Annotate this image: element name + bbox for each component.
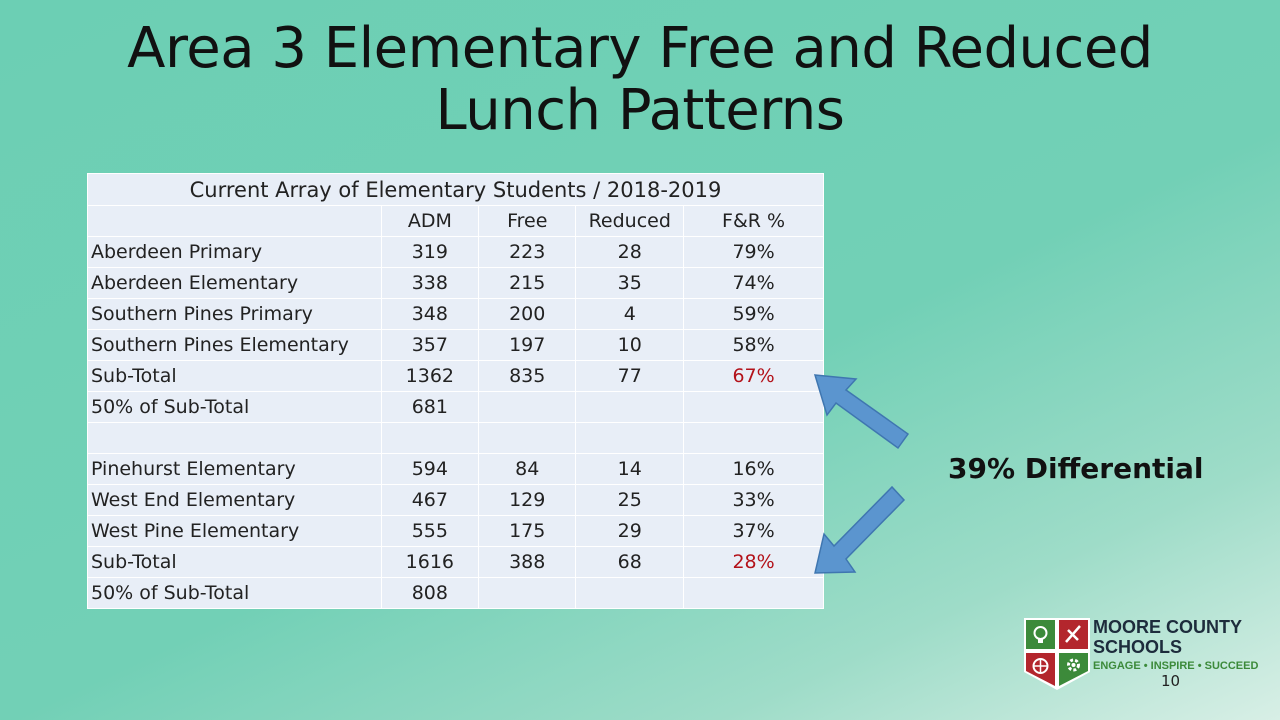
cell-adm: 808 xyxy=(381,578,478,609)
cell-adm: 338 xyxy=(381,268,478,299)
cell-free: 197 xyxy=(479,330,576,361)
table-body xyxy=(88,237,824,609)
cell-fr-percent xyxy=(684,423,824,454)
cell-adm xyxy=(381,423,478,454)
cell-reduced xyxy=(576,392,684,423)
table-row xyxy=(88,516,824,547)
cell-reduced: 28 xyxy=(576,237,684,268)
cell-reduced xyxy=(576,578,684,609)
table-row xyxy=(88,268,824,299)
cell-reduced: 14 xyxy=(576,454,684,485)
cell-reduced: 77 xyxy=(576,361,684,392)
table-header-row xyxy=(88,206,824,237)
logo-name-line1: MOORE COUNTY xyxy=(1093,617,1243,637)
cell-fr-percent: 37% xyxy=(684,516,824,547)
header-school xyxy=(88,206,382,237)
cell-school-name: West End Elementary xyxy=(88,485,382,516)
cell-fr-percent: 79% xyxy=(684,237,824,268)
cell-reduced: 4 xyxy=(576,299,684,330)
logo-name-line2: SCHOOLS xyxy=(1093,637,1183,657)
header-reduced: Reduced xyxy=(576,206,684,237)
cell-school-name xyxy=(88,423,382,454)
cell-free: 223 xyxy=(479,237,576,268)
cell-school-name: Sub-Total xyxy=(88,361,382,392)
header-fr-percent: F&R % xyxy=(684,206,824,237)
enrollment-table xyxy=(87,173,824,609)
cell-school-name: Sub-Total xyxy=(88,547,382,578)
cell-fr-percent: 33% xyxy=(684,485,824,516)
arrow-down-left-icon xyxy=(812,484,912,580)
cell-fr-percent: 28% xyxy=(684,547,824,578)
cell-school-name: 50% of Sub-Total xyxy=(88,392,382,423)
cell-fr-percent: 58% xyxy=(684,330,824,361)
school-logo xyxy=(1022,616,1262,692)
cell-reduced: 10 xyxy=(576,330,684,361)
cell-school-name: Aberdeen Elementary xyxy=(88,268,382,299)
cell-free: 175 xyxy=(479,516,576,547)
cell-fr-percent xyxy=(684,392,824,423)
table-row xyxy=(88,547,824,578)
logo-name xyxy=(1093,617,1242,657)
cell-free xyxy=(479,578,576,609)
cell-school-name: West Pine Elementary xyxy=(88,516,382,547)
cell-adm: 1616 xyxy=(381,547,478,578)
cell-adm: 555 xyxy=(381,516,478,547)
table-row xyxy=(88,299,824,330)
cell-free: 215 xyxy=(479,268,576,299)
cell-free xyxy=(479,392,576,423)
cell-school-name: Southern Pines Elementary xyxy=(88,330,382,361)
table-caption: Current Array of Elementary Students / 2018-2019 xyxy=(88,174,824,206)
table-row xyxy=(88,423,824,454)
table-row xyxy=(88,454,824,485)
slide-title-line1: Area 3 Elementary Free and Reduced xyxy=(127,16,1153,81)
table-row xyxy=(88,578,824,609)
table-row xyxy=(88,237,824,268)
cell-school-name: 50% of Sub-Total xyxy=(88,578,382,609)
cell-school-name: Southern Pines Primary xyxy=(88,299,382,330)
cell-adm: 467 xyxy=(381,485,478,516)
cell-fr-percent: 74% xyxy=(684,268,824,299)
header-adm: ADM xyxy=(381,206,478,237)
cell-reduced xyxy=(576,423,684,454)
cell-school-name: Pinehurst Elementary xyxy=(88,454,382,485)
cell-free: 200 xyxy=(479,299,576,330)
cell-fr-percent: 67% xyxy=(684,361,824,392)
cell-reduced: 68 xyxy=(576,547,684,578)
cell-reduced: 35 xyxy=(576,268,684,299)
cell-fr-percent: 59% xyxy=(684,299,824,330)
arrow-up-left-icon xyxy=(812,370,912,454)
differential-label: 39% Differential xyxy=(948,452,1204,485)
cell-free: 388 xyxy=(479,547,576,578)
slide-title xyxy=(0,18,1280,142)
cell-free: 129 xyxy=(479,485,576,516)
cell-adm: 357 xyxy=(381,330,478,361)
cell-adm: 594 xyxy=(381,454,478,485)
cell-adm: 319 xyxy=(381,237,478,268)
slide-title-line2: Lunch Patterns xyxy=(435,78,845,143)
page-number: 10 xyxy=(1161,672,1181,690)
table-row xyxy=(88,330,824,361)
school-shield-icon xyxy=(1022,616,1092,692)
table-row xyxy=(88,392,824,423)
cell-fr-percent xyxy=(684,578,824,609)
cell-adm: 1362 xyxy=(381,361,478,392)
logo-tagline: ENGAGE • INSPIRE • SUCCEED xyxy=(1093,660,1259,672)
cell-fr-percent: 16% xyxy=(684,454,824,485)
cell-adm: 681 xyxy=(381,392,478,423)
cell-free: 835 xyxy=(479,361,576,392)
cell-free: 84 xyxy=(479,454,576,485)
cell-adm: 348 xyxy=(381,299,478,330)
cell-school-name: Aberdeen Primary xyxy=(88,237,382,268)
table-row xyxy=(88,485,824,516)
cell-reduced: 25 xyxy=(576,485,684,516)
cell-free xyxy=(479,423,576,454)
table-row xyxy=(88,361,824,392)
header-free: Free xyxy=(479,206,576,237)
cell-reduced: 29 xyxy=(576,516,684,547)
